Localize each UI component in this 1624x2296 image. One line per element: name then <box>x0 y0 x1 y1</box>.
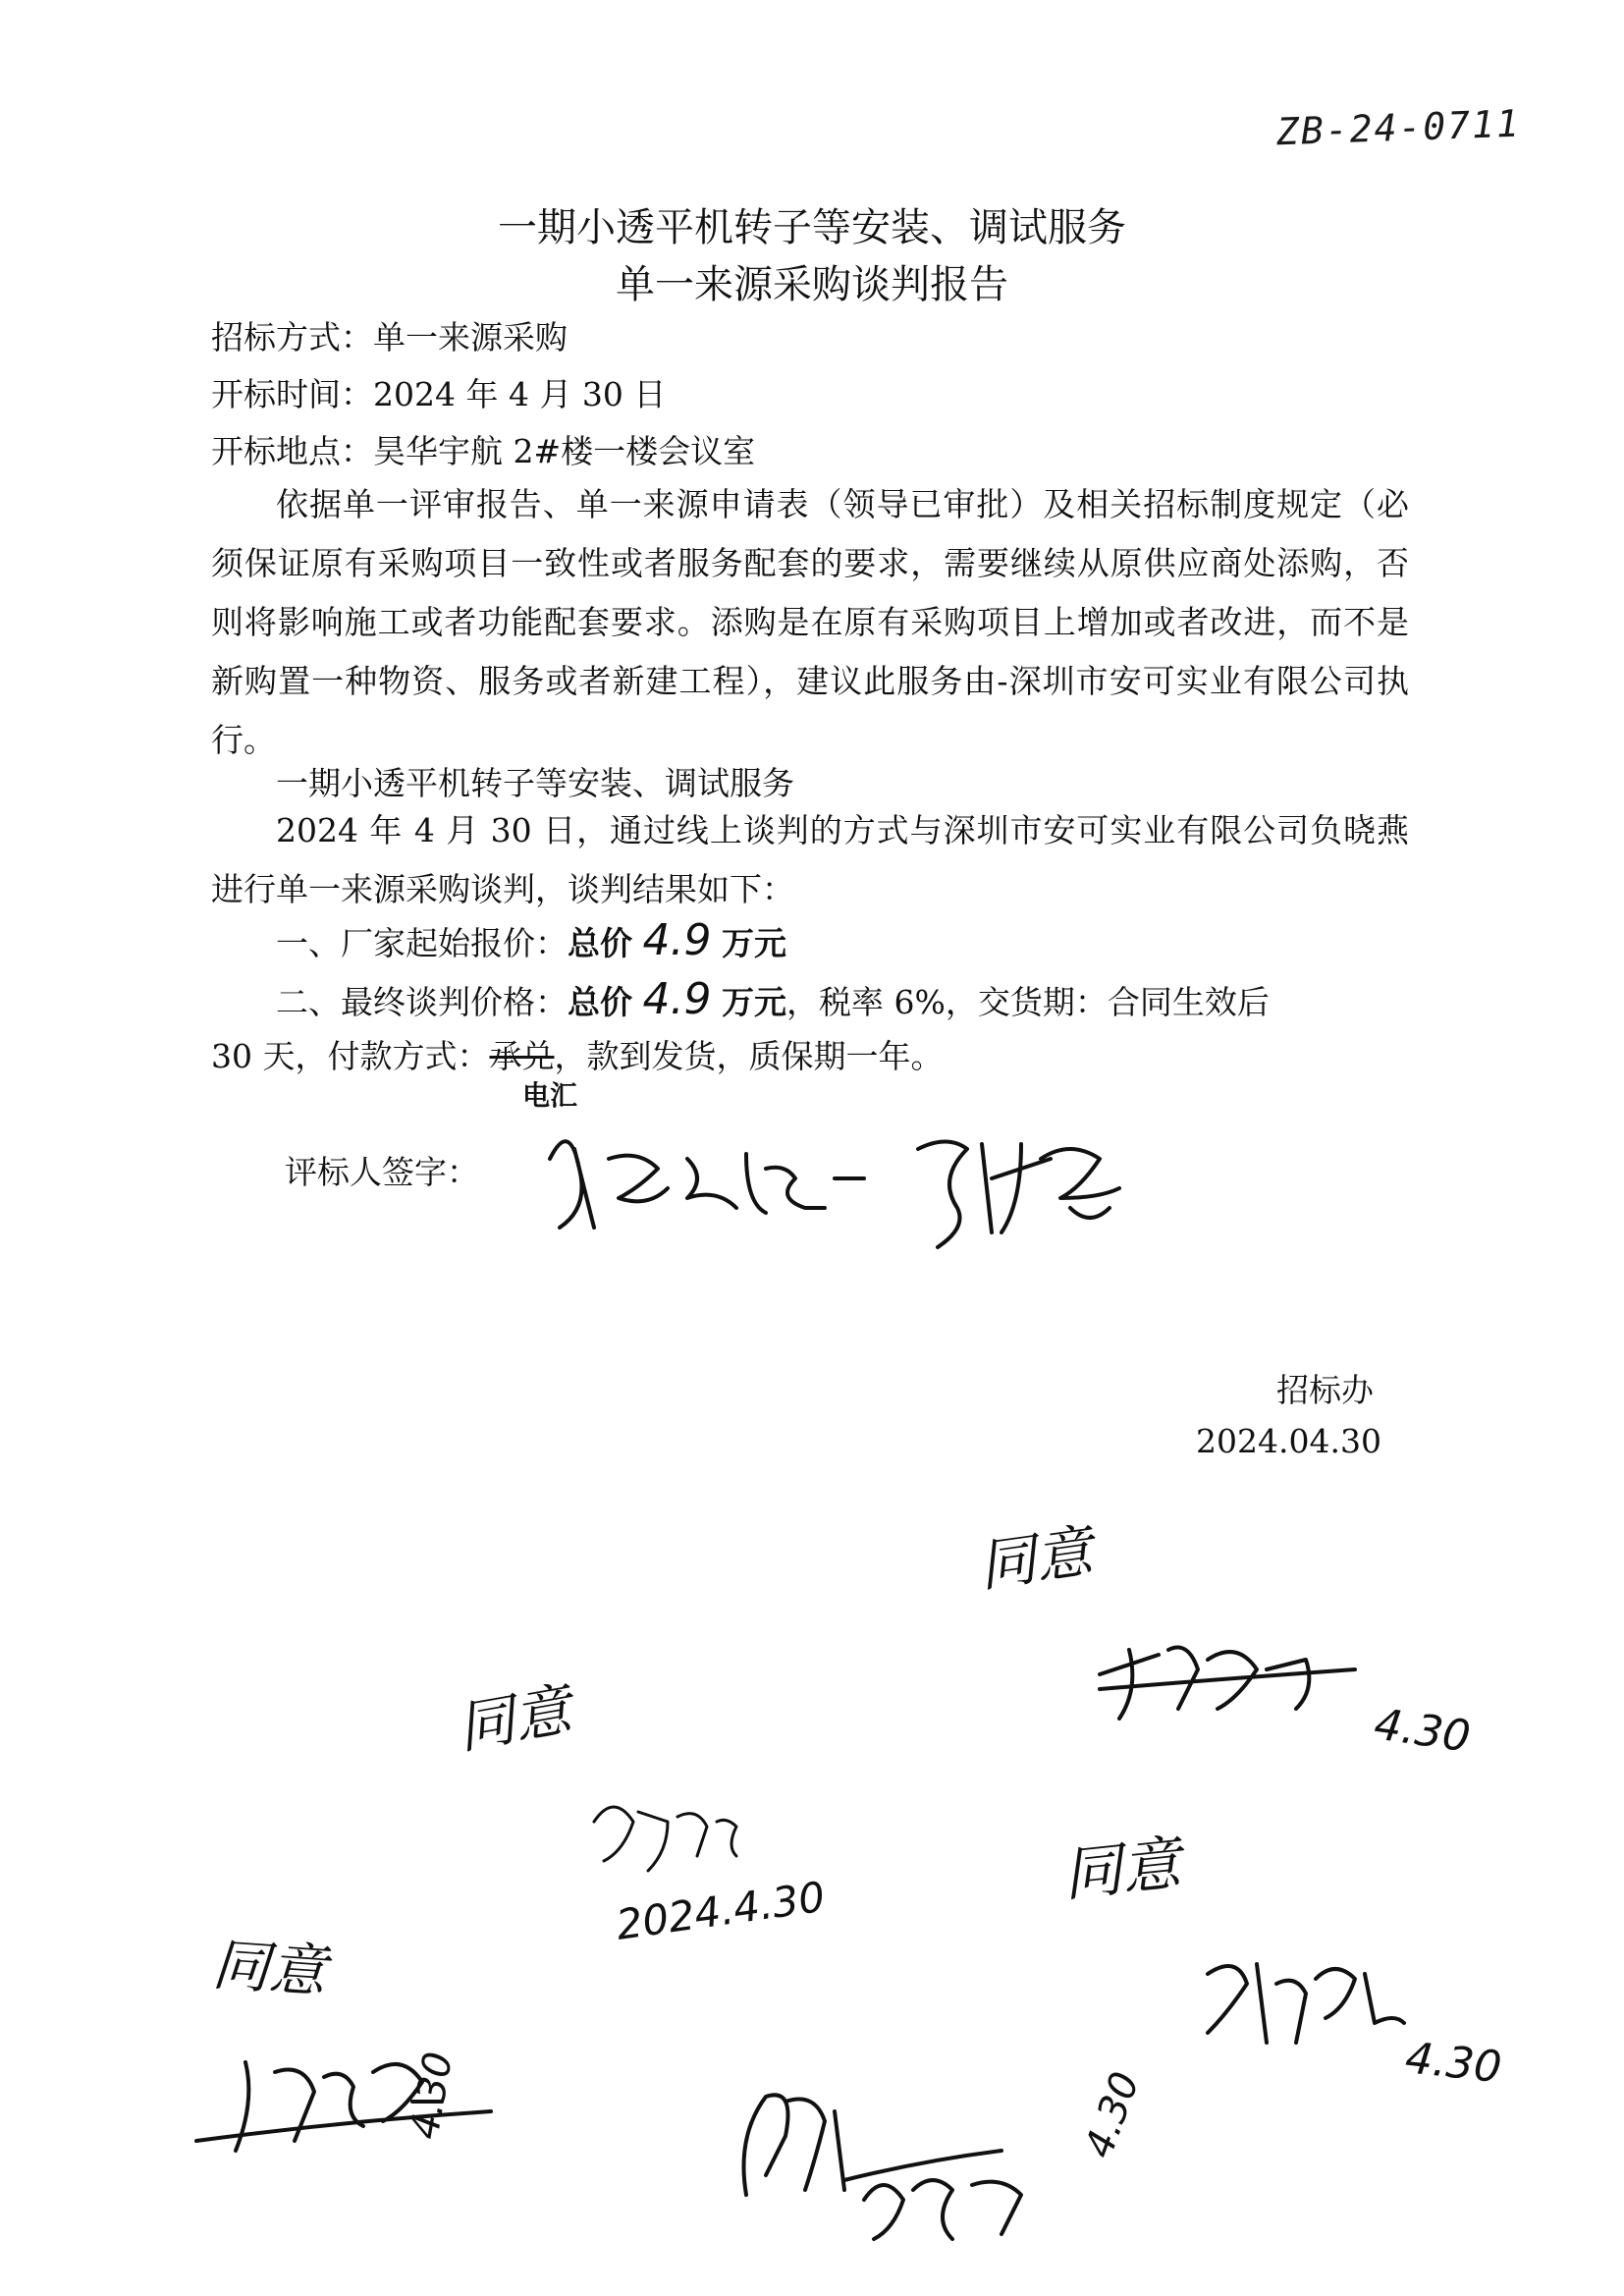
initial-quote-label: 一、厂家起始报价： <box>276 924 568 962</box>
approval-4-agree: 同意 <box>210 1931 329 2006</box>
approval-1-signature <box>1100 1648 1355 1720</box>
bid-method-label: 招标方式： <box>211 318 373 356</box>
bid-time-label: 开标时间： <box>211 375 373 413</box>
payment-prefix: 30 天，付款方式： <box>211 1037 490 1075</box>
approval-1-date: 4.30 <box>1371 1699 1474 1763</box>
negotiation-paragraph: 2024 年 4 月 30 日，通过线上谈判的方式与深圳市安可实业有限公司负晓燕进行单一来源采购谈判，谈判结果如下： <box>211 811 1409 908</box>
final-price-unit: 万元 <box>721 983 786 1021</box>
document-serial-number: ZB-24-0711 <box>1275 101 1522 154</box>
approval-3-agree: 同意 <box>1059 1829 1184 1910</box>
payment-suffix: ，款到发货，质保期一年。 <box>554 1037 944 1075</box>
issuing-date: 2024.04.30 <box>1196 1422 1381 1460</box>
approval-1-agree: 同意 <box>974 1517 1097 1600</box>
issuing-office: 招标办 <box>1276 1371 1374 1409</box>
approval-2-agree: 同意 <box>452 1675 576 1762</box>
approval-4-date: 4.30 <box>402 2049 462 2143</box>
document-subtitle: 单一来源采购谈判报告 <box>616 262 1008 307</box>
bid-place-value: 昊华宇航 2#楼一楼会议室 <box>373 432 756 470</box>
initial-quote-amount: 4.9 <box>642 915 712 965</box>
approval-2-signature <box>594 1807 736 1871</box>
project-name: 一期小透平机转子等安装、调试服务 <box>276 764 794 802</box>
evaluator-signature-2 <box>918 1142 1119 1248</box>
basis-paragraph: 依据单一评审报告、单一来源申请表（领导已审批）及相关招标制度规定（必须保证原有采购项目一致性或者服务配套的要求，需要继续从原供应商处添购，否则将影响施工或者功能配套要求。添购是在原有采购项目上增加或者改进，而不是新购置一种物资、服务或者新建工程），建议此服务由-深圳市安可实业有限公司执行。 <box>211 485 1409 759</box>
final-price-total-label: 总价 <box>568 983 632 1021</box>
final-price-terms: ，税率 6%，交货期：合同生效后 <box>785 983 1270 1021</box>
bid-place-label: 开标地点： <box>211 432 373 470</box>
approval-3-date: 4.30 <box>1402 2033 1504 2094</box>
bid-time-value: 2024 年 4 月 30 日 <box>373 375 667 413</box>
bid-method-value: 单一来源采购 <box>373 318 568 356</box>
payment-struck-method: 承兑 <box>489 1037 555 1075</box>
initial-quote-total-label: 总价 <box>568 924 632 962</box>
final-price-label: 二、最终谈判价格： <box>276 983 568 1021</box>
document-title: 一期小透平机转子等安装、调试服务 <box>498 205 1126 250</box>
initial-quote-unit: 万元 <box>721 924 786 962</box>
approval-3-signature <box>1208 1964 1404 2043</box>
approval-5-signature <box>744 2095 1022 2239</box>
evaluator-signature-1 <box>550 1141 864 1228</box>
payment-correction: 电汇 <box>522 1079 578 1112</box>
final-price-amount: 4.9 <box>642 974 712 1024</box>
approval-2-date: 2024.4.30 <box>613 1872 829 1949</box>
approval-5-date: 4.30 <box>1076 2065 1149 2164</box>
signer-label: 评标人签字： <box>285 1153 479 1191</box>
